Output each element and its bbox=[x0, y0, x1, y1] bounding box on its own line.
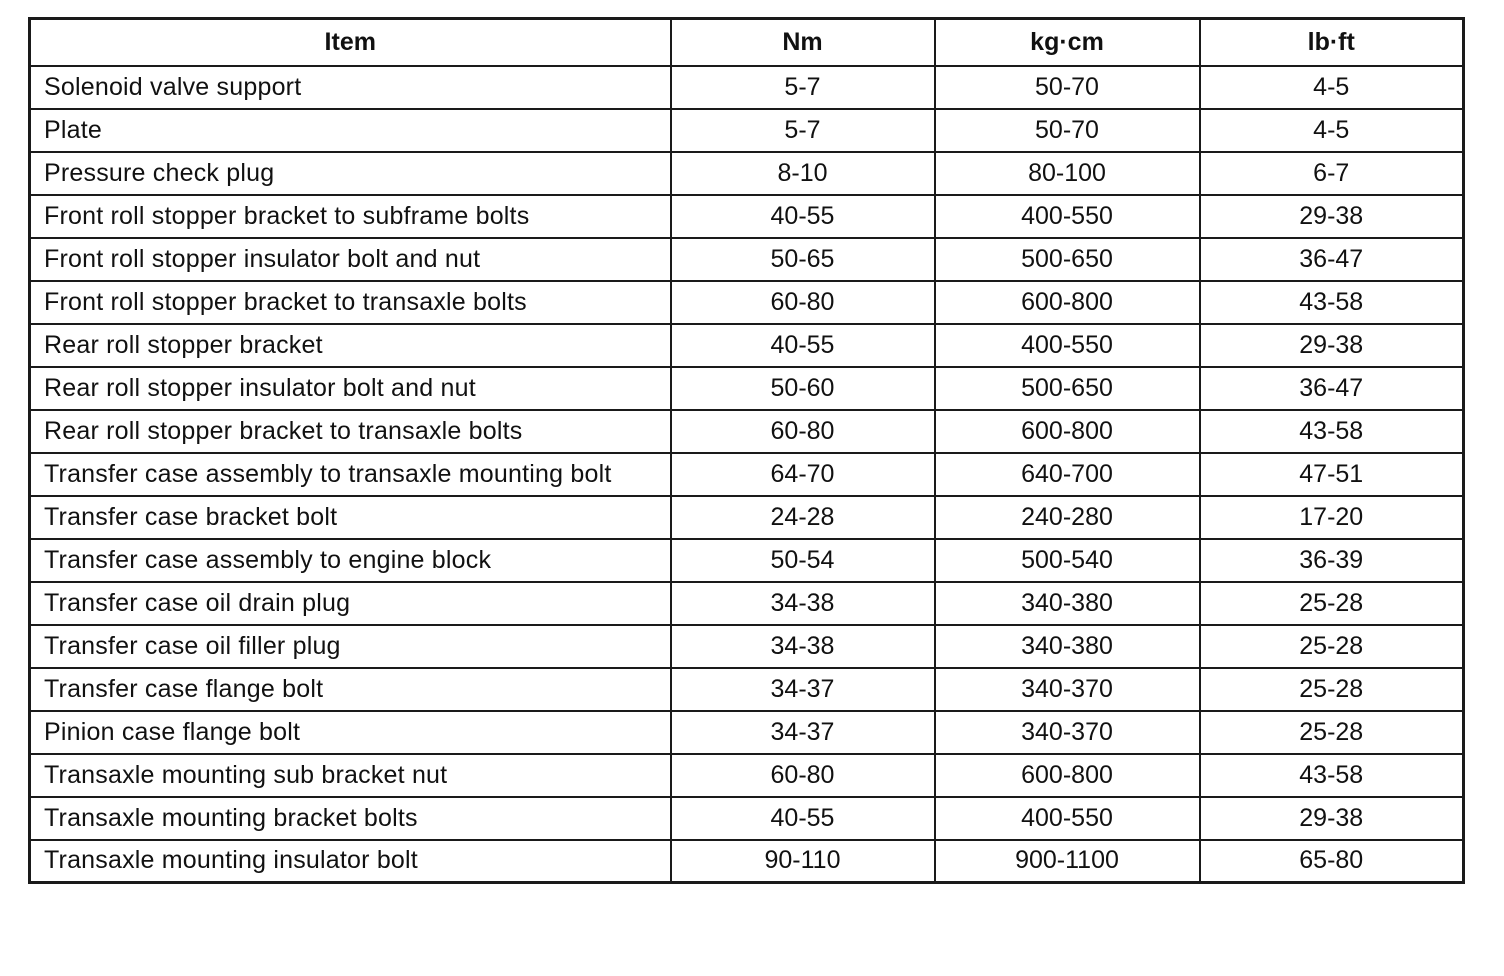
table-row bbox=[30, 324, 1464, 367]
cell-item: Pinion case flange bolt bbox=[30, 711, 671, 754]
cell-nm: 90-110 bbox=[671, 840, 935, 883]
cell-item: Transfer case assembly to transaxle mounting bolt bbox=[30, 453, 671, 496]
cell-lbft: 17-20 bbox=[1200, 496, 1464, 539]
cell-nm: 60-80 bbox=[671, 754, 935, 797]
cell-lbft: 43-58 bbox=[1200, 410, 1464, 453]
table-body bbox=[30, 66, 1464, 883]
cell-item: Solenoid valve support bbox=[30, 66, 671, 109]
cell-item: Rear roll stopper bracket to transaxle bolts bbox=[30, 410, 671, 453]
cell-nm: 24-28 bbox=[671, 496, 935, 539]
table-row bbox=[30, 195, 1464, 238]
cell-nm: 40-55 bbox=[671, 797, 935, 840]
cell-lbft: 6-7 bbox=[1200, 152, 1464, 195]
cell-lbft: 25-28 bbox=[1200, 668, 1464, 711]
cell-lbft: 29-38 bbox=[1200, 797, 1464, 840]
cell-lbft: 47-51 bbox=[1200, 453, 1464, 496]
table-row bbox=[30, 152, 1464, 195]
cell-kgcm: 340-380 bbox=[935, 582, 1200, 625]
table-row bbox=[30, 711, 1464, 754]
cell-nm: 60-80 bbox=[671, 281, 935, 324]
table-row bbox=[30, 840, 1464, 883]
cell-kgcm: 600-800 bbox=[935, 281, 1200, 324]
header-row bbox=[30, 19, 1464, 66]
cell-nm: 34-38 bbox=[671, 625, 935, 668]
cell-item: Front roll stopper bracket to transaxle bolts bbox=[30, 281, 671, 324]
cell-kgcm: 340-370 bbox=[935, 668, 1200, 711]
cell-item: Pressure check plug bbox=[30, 152, 671, 195]
cell-lbft: 25-28 bbox=[1200, 625, 1464, 668]
cell-lbft: 36-47 bbox=[1200, 238, 1464, 281]
cell-kgcm: 500-650 bbox=[935, 238, 1200, 281]
table-row bbox=[30, 668, 1464, 711]
cell-lbft: 36-47 bbox=[1200, 367, 1464, 410]
cell-nm: 50-54 bbox=[671, 539, 935, 582]
cell-kgcm: 340-370 bbox=[935, 711, 1200, 754]
cell-kgcm: 400-550 bbox=[935, 195, 1200, 238]
cell-kgcm: 500-650 bbox=[935, 367, 1200, 410]
cell-item: Transfer case oil filler plug bbox=[30, 625, 671, 668]
cell-nm: 34-38 bbox=[671, 582, 935, 625]
table-row bbox=[30, 625, 1464, 668]
table-row bbox=[30, 66, 1464, 109]
cell-nm: 5-7 bbox=[671, 109, 935, 152]
column-header-kgcm: kg·cm bbox=[935, 19, 1200, 66]
table-row bbox=[30, 109, 1464, 152]
cell-lbft: 29-38 bbox=[1200, 195, 1464, 238]
table-row bbox=[30, 496, 1464, 539]
cell-item: Plate bbox=[30, 109, 671, 152]
cell-nm: 8-10 bbox=[671, 152, 935, 195]
cell-lbft: 25-28 bbox=[1200, 711, 1464, 754]
cell-item: Rear roll stopper insulator bolt and nut bbox=[30, 367, 671, 410]
cell-item: Transfer case flange bolt bbox=[30, 668, 671, 711]
cell-kgcm: 500-540 bbox=[935, 539, 1200, 582]
cell-nm: 5-7 bbox=[671, 66, 935, 109]
table-row bbox=[30, 539, 1464, 582]
torque-spec-table bbox=[28, 17, 1465, 884]
table-row bbox=[30, 582, 1464, 625]
cell-nm: 50-60 bbox=[671, 367, 935, 410]
cell-lbft: 43-58 bbox=[1200, 754, 1464, 797]
column-header-lbft: lb·ft bbox=[1200, 19, 1464, 66]
cell-kgcm: 400-550 bbox=[935, 797, 1200, 840]
table-row bbox=[30, 797, 1464, 840]
cell-kgcm: 50-70 bbox=[935, 109, 1200, 152]
cell-lbft: 43-58 bbox=[1200, 281, 1464, 324]
cell-item: Rear roll stopper bracket bbox=[30, 324, 671, 367]
cell-nm: 50-65 bbox=[671, 238, 935, 281]
cell-item: Transfer case oil drain plug bbox=[30, 582, 671, 625]
table-row bbox=[30, 238, 1464, 281]
cell-lbft: 65-80 bbox=[1200, 840, 1464, 883]
cell-nm: 60-80 bbox=[671, 410, 935, 453]
cell-nm: 64-70 bbox=[671, 453, 935, 496]
cell-item: Transfer case bracket bolt bbox=[30, 496, 671, 539]
table-row bbox=[30, 754, 1464, 797]
cell-kgcm: 400-550 bbox=[935, 324, 1200, 367]
column-header-item: Item bbox=[30, 19, 671, 66]
cell-kgcm: 640-700 bbox=[935, 453, 1200, 496]
cell-kgcm: 80-100 bbox=[935, 152, 1200, 195]
table-row bbox=[30, 281, 1464, 324]
cell-lbft: 29-38 bbox=[1200, 324, 1464, 367]
cell-lbft: 25-28 bbox=[1200, 582, 1464, 625]
cell-lbft: 36-39 bbox=[1200, 539, 1464, 582]
cell-kgcm: 340-380 bbox=[935, 625, 1200, 668]
cell-item: Front roll stopper bracket to subframe bolts bbox=[30, 195, 671, 238]
cell-lbft: 4-5 bbox=[1200, 66, 1464, 109]
cell-item: Transaxle mounting insulator bolt bbox=[30, 840, 671, 883]
cell-nm: 40-55 bbox=[671, 324, 935, 367]
cell-lbft: 4-5 bbox=[1200, 109, 1464, 152]
cell-nm: 34-37 bbox=[671, 711, 935, 754]
table-row bbox=[30, 367, 1464, 410]
cell-nm: 40-55 bbox=[671, 195, 935, 238]
cell-item: Transaxle mounting sub bracket nut bbox=[30, 754, 671, 797]
cell-kgcm: 600-800 bbox=[935, 754, 1200, 797]
cell-kgcm: 50-70 bbox=[935, 66, 1200, 109]
cell-item: Transaxle mounting bracket bolts bbox=[30, 797, 671, 840]
table-row bbox=[30, 453, 1464, 496]
column-header-nm: Nm bbox=[671, 19, 935, 66]
table-row bbox=[30, 410, 1464, 453]
cell-kgcm: 900-1100 bbox=[935, 840, 1200, 883]
cell-item: Front roll stopper insulator bolt and nut bbox=[30, 238, 671, 281]
cell-nm: 34-37 bbox=[671, 668, 935, 711]
cell-kgcm: 240-280 bbox=[935, 496, 1200, 539]
cell-item: Transfer case assembly to engine block bbox=[30, 539, 671, 582]
cell-kgcm: 600-800 bbox=[935, 410, 1200, 453]
